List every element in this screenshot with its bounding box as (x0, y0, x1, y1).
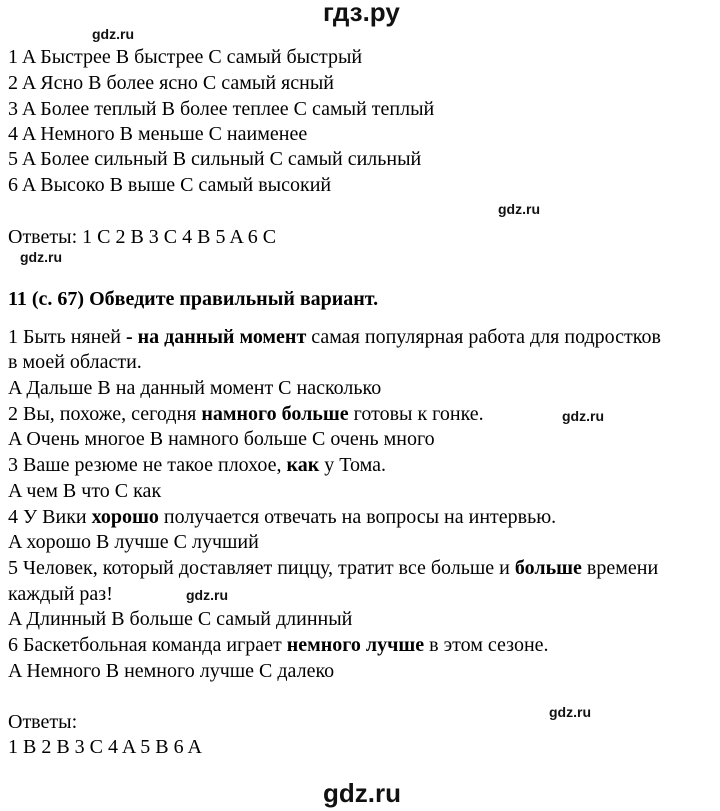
watermark: gdz.ru (498, 201, 540, 217)
question-5-continued: каждый раз! (8, 583, 113, 605)
watermark: gdz.ru (186, 587, 228, 603)
watermark: gdz.ru (562, 408, 604, 424)
list-item: 2 A Ясно B более ясно C самый ясный (8, 72, 334, 94)
question-2: 2 Вы, похоже, сегодня намного больше готовы к гонке. (8, 403, 484, 425)
header-watermark: гдз.ру (323, 0, 400, 27)
exercise-title: 11 (с. 67) Обведите правильный вариант. (8, 288, 379, 310)
question-3: 3 Ваше резюме не такое плохое, как у Тома. (8, 454, 387, 476)
list-item: 3 A Более теплый B более теплее C самый теплый (8, 98, 435, 120)
footer-watermark: gdz.ru (323, 778, 401, 808)
question-3-options: A чем B что C как (8, 480, 162, 502)
question-1-continued: в моей области. (8, 351, 142, 373)
question-1: 1 Быть няней - на данный момент самая популярная работа для подростков (8, 326, 661, 348)
list-item: 5 A Более сильный B сильный C самый сильный (8, 148, 422, 170)
question-5-options: A Длинный B больше C самый длинный (8, 608, 353, 630)
watermark: gdz.ru (92, 26, 134, 42)
list-item: 4 A Немного B меньше C наименее (8, 123, 308, 145)
watermark: gdz.ru (20, 249, 62, 265)
list-item: 1 A Быстрее B быстрее C самый быстрый (8, 46, 363, 68)
question-4: 4 У Вики хорошо получается отвечать на вопросы на интервью. (8, 506, 557, 528)
question-6-options: A Немного B немного лучше C далеко (8, 660, 335, 682)
list-item: 6 A Высоко B выше C самый высокий (8, 174, 332, 196)
answers-label: Ответы: (8, 711, 78, 733)
watermark: gdz.ru (549, 704, 591, 720)
answers-1: Ответы: 1 C 2 B 3 C 4 B 5 A 6 C (8, 226, 277, 248)
question-4-options: A хорошо B лучше C лучший (8, 531, 259, 553)
question-5: 5 Человек, который доставляет пиццу, тратит все больше и больше времени (8, 557, 659, 579)
question-1-options: A Дальше B на данный момент C насколько (8, 377, 382, 399)
question-2-options: A Очень многое B намного больше C очень много (8, 428, 435, 450)
question-6: 6 Баскетбольная команда играет немного лучше в этом сезоне. (8, 634, 549, 656)
answers-2: 1 B 2 B 3 C 4 A 5 B 6 A (8, 736, 202, 758)
